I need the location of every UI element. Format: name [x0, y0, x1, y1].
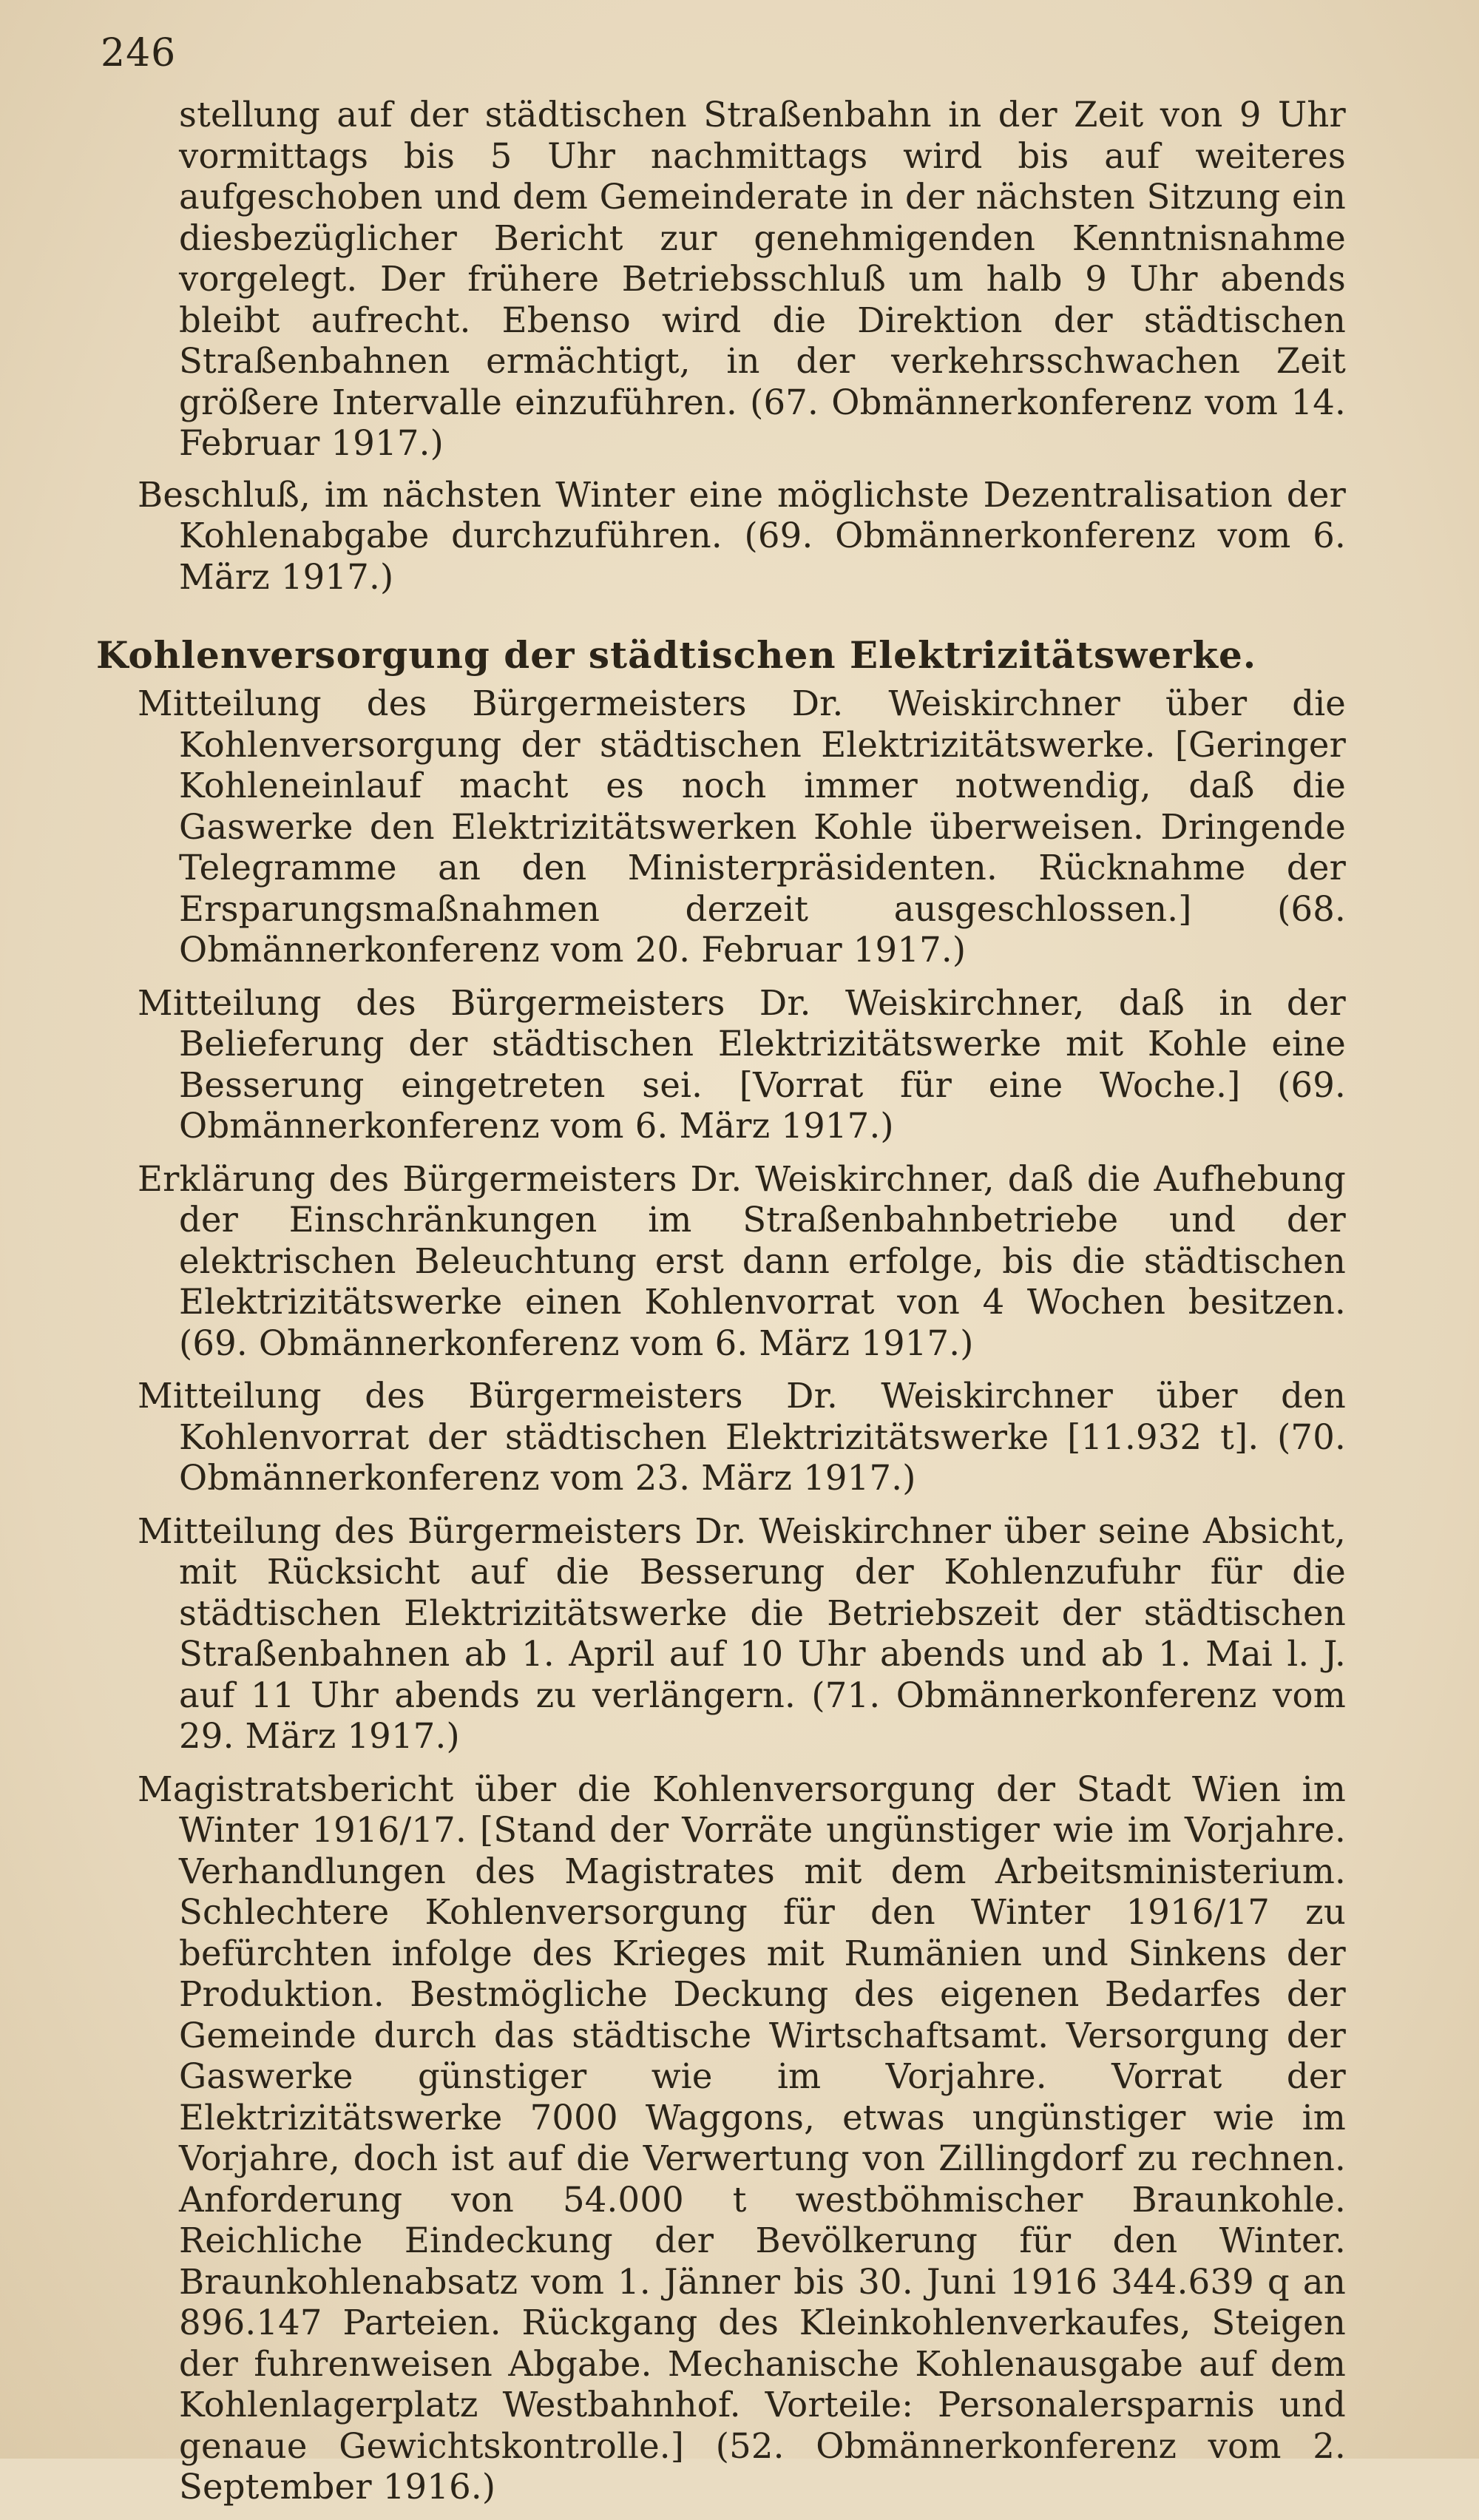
paragraph-entry: Mitteilung des Bürgermeisters Dr. Weiskirchner, daß in der Belieferung der städtischen Elektrizitätswerke mit Kohle eine Besserung eingetreten sei. [Vorrat für eine Woche.] (69. Obmännerkonferenz vom 6. März 1917.)	[138, 982, 1346, 1146]
paragraph-entry: Mitteilung des Bürgermeisters Dr. Weiskirchner über die Kohlenversorgung der städtischen Elektrizitätswerke. [Geringer Kohleneinlauf macht es noch immer notwendig, daß die Gaswerke den Elektrizitätswerken Kohle überweisen. Dringende Telegramme an den Ministerpräsidenten. Rücknahme der Ersparungsmaßnahmen derzeit ausgeschlossen.] (68. Obmännerkonferenz vom 20. Februar 1917.)	[138, 683, 1346, 970]
paragraph-entry: Mitteilung des Bürgermeisters Dr. Weiskirchner über seine Absicht, mit Rücksicht auf die Besserung der Kohlenzufuhr für die städtischen Elektrizitätswerke die Betriebszeit der städtischen Straßenbahnen ab 1. April auf 10 Uhr abends und ab 1. Mai l. J. auf 11 Uhr abends zu verlängern. (71. Obmännerkonferenz vom 29. März 1917.)	[138, 1510, 1346, 1756]
paragraph-entry: Magistratsbericht über die Kohlenversorgung der Stadt Wien im Winter 1916/17. [Stand der Vorräte ungünstiger wie im Vorjahre. Verhandlungen des Magistrates mit dem Arbeitsministerium. Schlechtere Kohlenversorgung für den Winter 1916/17 zu befürchten infolge des Krieges mit Rumänien und Sinkens der Produktion. Bestmögliche Deckung des eigenen Bedarfes der Gemeinde durch das städtische Wirtschaftsamt. Versorgung der Gaswerke günstiger wie im Vorjahre. Vorrat der Elektrizitätswerke 7000 Waggons, etwas ungünstiger wie im Vorjahre, doch ist auf die Verwertung von Zillingdorf zu rechnen. Anforderung von 54.000 t westböhmischer Braunkohle. Reichliche Eindeckung der Bevölkerung für den Winter. Braunkohlenabsatz vom 1. Jänner bis 30. Juni 1916 344.639 q an 896.147 Parteien. Rückgang des Kleinkohlenverkaufes, Steigen der fuhrenweisen Abgabe. Mechanische Kohlenausgabe auf dem Kohlenlagerplatz Westbahnhof. Vorteile: Personalersparnis und genaue Gewichtskontrolle.] (52. Obmännerkonferenz vom 2. September 1916.)	[138, 1769, 1346, 2507]
paragraph-entry: Erklärung des Bürgermeisters Dr. Weiskirchner, daß die Aufhebung der Einschränkungen im Straßenbahnbetriebe und der elektrischen Beleuchtung erst dann erfolge, bis die städtischen Elektrizitätswerke einen Kohlenvorrat von 4 Wochen besitzen. (69. Obmännerkonferenz vom 6. März 1917.)	[138, 1158, 1346, 1363]
paragraph-continued: stellung auf der städtischen Straßenbahn in der Zeit von 9 Uhr vormittags bis 5 Uhr nachmittags wird bis auf weiteres aufgeschoben und dem Gemeinderate in der nächsten Sitzung ein diesbezüglicher Bericht zur genehmigenden Kenntnisnahme vorgelegt. Der frühere Betriebsschluß um halb 9 Uhr abends bleibt aufrecht. Ebenso wird die Direktion der städtischen Straßenbahnen ermächtigt, in der verkehrsschwachen Zeit größere Intervalle einzuführen. (67. Obmännerkonferenz vom 14. Februar 1917.)	[179, 95, 1346, 463]
paragraph-entry: Beschluß, im nächsten Winter eine möglichste Dezentralisation der Kohlenabgabe durchzuführen. (69. Obmännerkonferenz vom 6. März 1917.)	[138, 474, 1346, 597]
paragraph-entry: Mitteilung des Bürgermeisters Dr. Weiskirchner über den Kohlenvorrat der städtischen Elektrizitätswerke [11.932 t]. (70. Obmännerkonferenz vom 23. März 1917.)	[138, 1376, 1346, 1498]
page-number: 246	[101, 31, 177, 75]
page-content	[96, 95, 1346, 2520]
section-heading: Kohlenversorgung der städtischen Elektrizitätswerke.	[96, 633, 1257, 677]
